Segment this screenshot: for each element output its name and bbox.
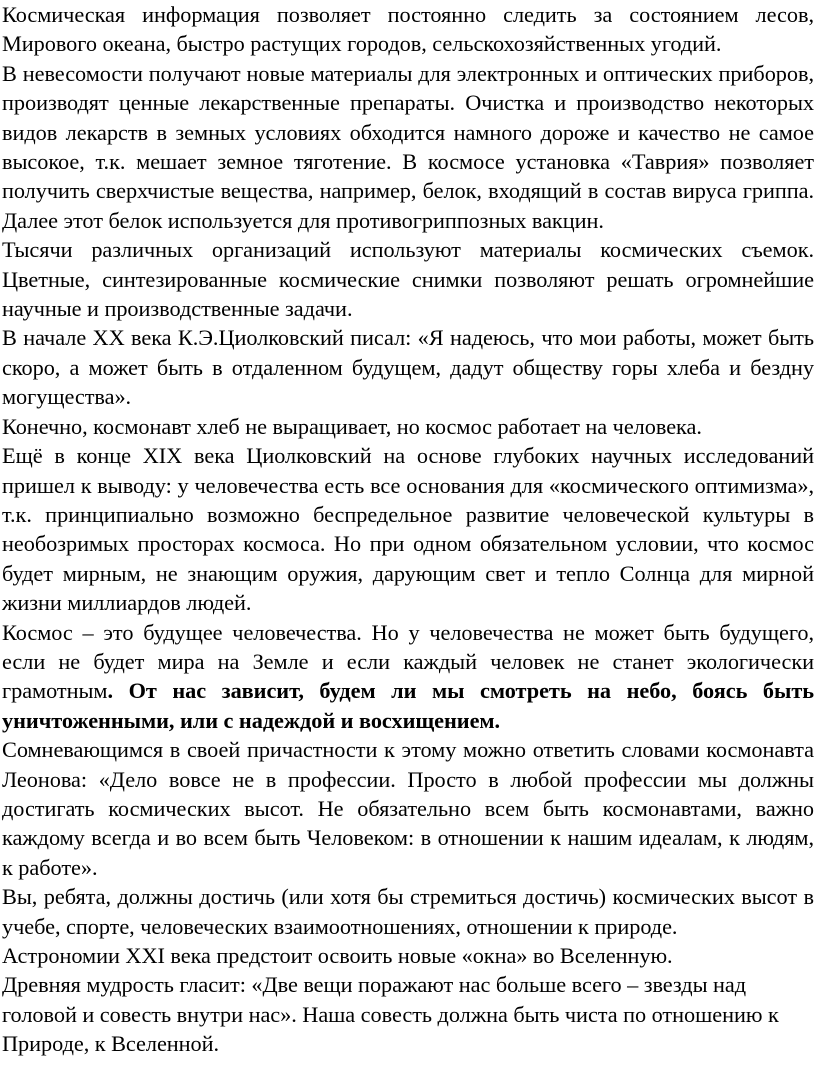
paragraph-weightlessness-materials: В невесомости получают новые материалы для электронных и оптических приборов, производят ценные лекарственные препараты. Очистка и производство некоторых видов лекарств в земных условиях обходится намного дороже и качество не самое высокое, т.к. мешает земное тяготение. В космосе установка «Таврия» позволяет получить сверхчистые вещества, например, белок, входящий в состав вируса гриппа. Далее этот белок используется для противогриппозных вакцин. (2, 60, 814, 233)
paragraph-cosmic-optimism: Ещё в конце XIX века Циолковский на основе глубоких научных исследований пришел к выводу: у человечества есть все основания для «космического оптимизма», т.к. принципиально возможно беспредельное развитие человеческой культуры в необозримых просторах космоса. Но при одном обязательном условии, что космос будет мирным, не знающим оружия, дарующим свет и тепло Солнца для мирной жизни миллиардов людей. (2, 443, 814, 616)
paragraph-future-of-humanity (2, 618, 814, 736)
paragraph-ancient-wisdom: Древняя мудрость гласит: «Две вещи поражают нас больше всего – звезды над головой и совесть внутри нас». Наша совесть должна быть чиста по отношению к Природе, к Вселенной. (2, 972, 779, 1057)
paragraph-astronomy-windows: Астрономии XXI века предстоит освоить новые «окна» во Вселенную. (2, 943, 673, 968)
paragraph-future-bold-text: . От нас зависит, будем ли мы смотреть на небо, боясь быть уничтоженными, или с надеждой и восхищением. (2, 678, 814, 733)
paragraph-tsiolkovsky-quote: В начале XX века К.Э.Циолковский писал: «Я надеюсь, что мои работы, может быть скоро, а может быть в отдаленном будущем, дадут обществу горы хлеба и бездну могущества». (2, 325, 814, 410)
paragraph-leonov-quote: Сомневающимся в своей причастности к этому можно ответить словами космонавта Леонова: «Дело вовсе не в профессии. Просто в любой профессии мы должны достигать космических высот. Не обязательно всем быть космонавтами, важно каждому всегда и во всем быть Человеком: в отношении к нашим идеалам, к людям, к работе». (2, 737, 814, 880)
paragraph-space-information: Космическая информация позволяет постоянно следить за состоянием лесов, Мирового океана, быстро растущих городов, сельскохозяйственных угодий. (2, 2, 814, 57)
paragraph-students-heights: Вы, ребята, должны достичь (или хотя бы стремиться достичь) космических высот в учебе, спорте, человеческих взаимоотношениях, отношении к природе. (2, 884, 814, 939)
paragraph-cosmonaut-bread: Конечно, космонавт хлеб не выращивает, но космос работает на человека. (2, 413, 702, 439)
paragraph-space-imagery: Тысячи различных организаций используют материалы космических съемок. Цветные, синтезированные космические снимки позволяют решать огромнейшие научные и производственные задачи. (2, 237, 814, 322)
paragraph-future-regular-text: Космос – это будущее человечества. Но у человечества не может быть будущего, если не будет мира на Земле и если каждый человек не станет экологически грамотным (2, 619, 814, 704)
